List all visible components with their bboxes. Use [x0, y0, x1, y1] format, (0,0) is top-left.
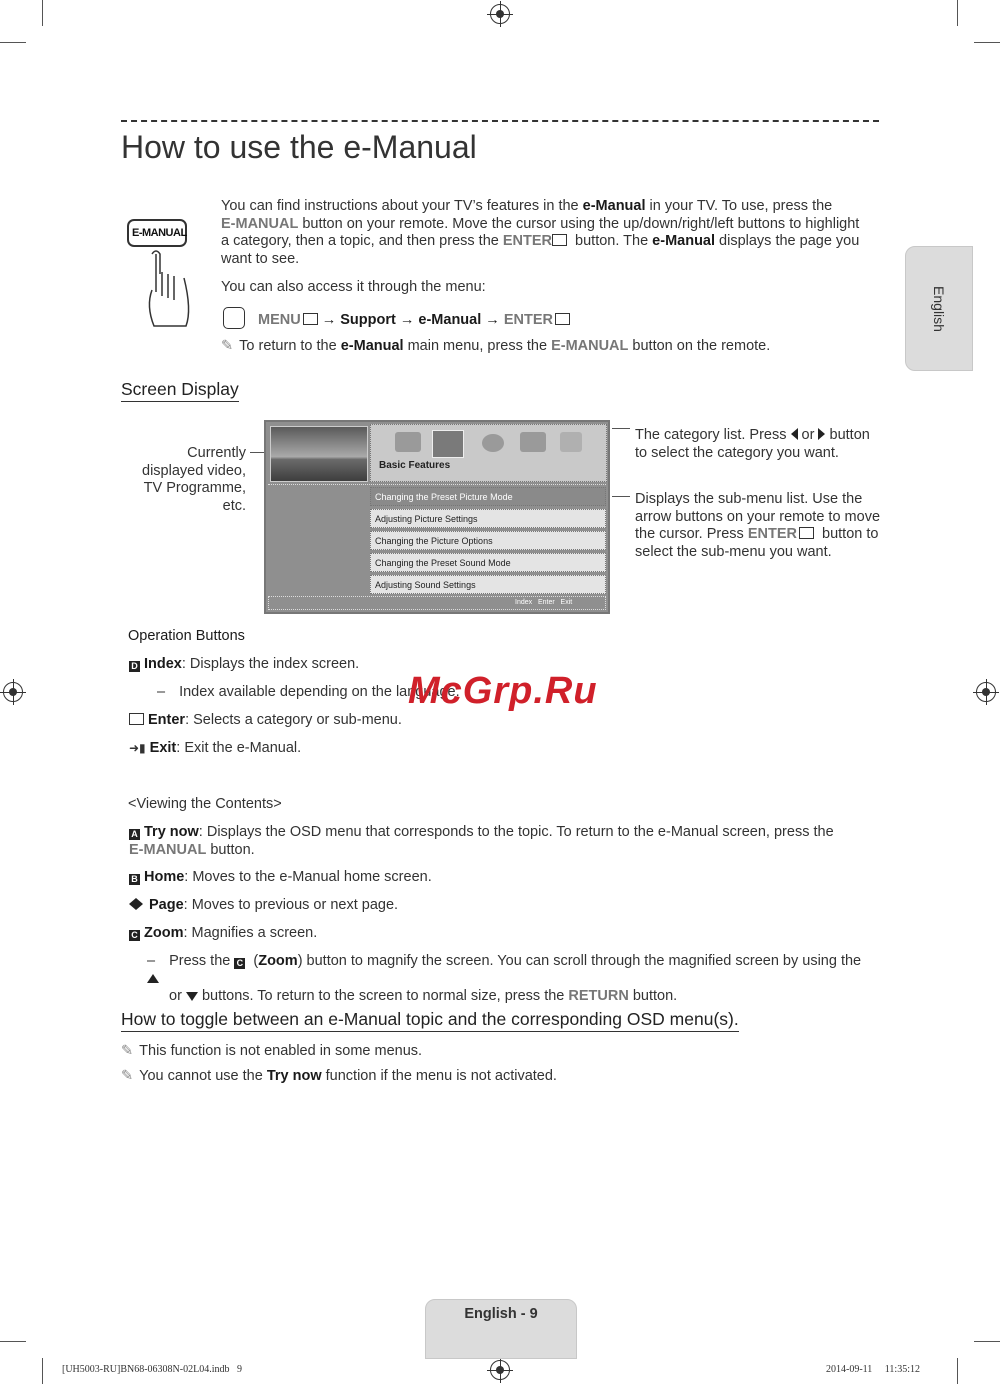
category-icon-support [520, 432, 546, 452]
imprint-right: 2014-09-11 11:35:12 [826, 1364, 920, 1375]
toggle-note-2: ✎ You cannot use the Try now function if the menu is not activated. [121, 1068, 557, 1084]
right-arrow-icon [136, 898, 143, 910]
registration-mark-icon [490, 4, 510, 24]
e-manual-remote-button-icon [124, 214, 194, 334]
left-caption: Currently displayed video, TV Programme, etc. [142, 445, 246, 514]
registration-mark-icon [490, 1360, 510, 1380]
footer-page-tab [425, 1299, 577, 1359]
enter-icon [799, 527, 814, 539]
note-pencil-icon: ✎ [121, 1043, 134, 1059]
down-arrow-icon [186, 992, 198, 1001]
viewing-heading: <Viewing the Contents> [128, 796, 282, 812]
menu-grid-icon [303, 313, 318, 325]
menu-path: MENU → Support → e-Manual → ENTER [258, 312, 574, 330]
view-zoom-sub: – Press the C (Zoom) button to magnify the screen. You can scroll through the magnified screen by using the or buttons. To return to the screen to normal size, press the RETURN button. [147, 953, 862, 1004]
crop-mark [974, 42, 1000, 43]
imprint-left: [UH5003-RU]BN68-06308N-02L04.indb 9 [62, 1364, 242, 1375]
left-arrow-icon [791, 428, 798, 440]
screen-divider [268, 484, 606, 485]
registration-mark-icon [976, 682, 996, 702]
category-icon-picture [395, 432, 421, 452]
crop-mark [957, 1358, 958, 1384]
e-manual-button-label: E-MANUAL [132, 227, 187, 239]
intro-paragraph-2: You can also access it through the menu: [221, 279, 486, 295]
submenu-item[interactable]: Adjusting Sound Settings [370, 575, 606, 594]
submenu-item[interactable]: Changing the Preset Sound Mode [370, 553, 606, 572]
side-tab-label: English [931, 286, 947, 332]
submenu-item[interactable]: Changing the Preset Picture Mode [370, 487, 606, 506]
home-b-icon: B [129, 874, 140, 885]
view-try-now: A Try now: Displays the OSD menu that corresponds to the topic. To return to the e-Manual screen, press the E-MANUAL button. [129, 824, 834, 858]
operation-heading: Operation Buttons [128, 628, 245, 644]
try-now-a-icon: A [129, 829, 140, 840]
crop-mark [0, 1341, 26, 1342]
view-page: Page: Moves to previous or next page. [129, 897, 398, 915]
op-index: D Index: Displays the index screen. [129, 656, 359, 674]
op-enter: Enter: Selects a category or sub-menu. [129, 712, 402, 730]
side-language-tab [905, 246, 973, 371]
crop-mark [42, 1358, 43, 1384]
toggle-note-1: ✎ This function is not enabled in some menus. [121, 1043, 423, 1059]
zoom-c-icon: C [129, 930, 140, 941]
category-caption: The category list. Press or button to select the category you want. [635, 427, 870, 461]
intro-paragraph: You can find instructions about your TV’s features in the e-Manual in your TV. To use, press the E-MANUAL button on your remote. Move the cursor using the up/down/right/left buttons to highlight a category, then a topic, and then press the ENTER button. The e-Manual displays the page you want to see. [221, 198, 860, 267]
submenu-item[interactable]: Changing the Picture Options [370, 531, 606, 550]
note-pencil-icon: ✎ [221, 338, 234, 354]
screen-display-heading: Screen Display [121, 379, 239, 402]
up-arrow-icon [147, 974, 159, 983]
submenu-item[interactable]: Adjusting Picture Settings [370, 509, 606, 528]
enter-icon [129, 713, 144, 725]
video-preview [270, 426, 368, 482]
category-icon-setup [482, 434, 504, 452]
toggle-heading: How to toggle between an e-Manual topic and the corresponding OSD menu(s). [121, 1009, 739, 1032]
submenu-caption: Displays the sub-menu list. Use the arrow buttons on your remote to move the cursor. Press ENTER button to select the sub-menu you want. [635, 491, 881, 560]
leader-line [612, 428, 630, 429]
enter-icon [555, 313, 570, 325]
watermark: McGrp.Ru [408, 670, 598, 712]
exit-icon: ➜▮ [129, 741, 146, 755]
op-exit: ➜▮ Exit: Exit the e-Manual. [129, 740, 302, 756]
op-index-sub: – Index available depending on the language. [157, 684, 460, 700]
category-title: Basic Features [379, 460, 451, 471]
crop-mark [957, 0, 958, 26]
page-title: How to use the e-Manual [121, 129, 477, 165]
crop-mark [42, 0, 43, 26]
title-rule [121, 120, 879, 122]
page-number: English - 9 [464, 1306, 538, 1322]
view-zoom: C Zoom: Magnifies a screen. [129, 925, 317, 943]
left-arrow-icon [129, 898, 136, 910]
note-pencil-icon: ✎ [121, 1068, 134, 1084]
leader-line [612, 496, 630, 497]
category-icon-more [560, 432, 582, 452]
zoom-c-icon: C [234, 958, 245, 969]
index-d-icon: D [129, 661, 140, 672]
screen-bottom-bar-labels: Index Enter Exit [515, 599, 573, 606]
registration-mark-icon [3, 682, 23, 702]
category-icon-sound [432, 430, 464, 458]
enter-icon [552, 234, 567, 246]
crop-mark [0, 42, 26, 43]
note-return: ✎ To return to the e-Manual main menu, press the E-MANUAL button on the remote. [221, 338, 771, 354]
view-home: B Home: Moves to the e-Manual home screen. [129, 869, 432, 887]
menu-hand-icon [223, 307, 245, 329]
crop-mark [974, 1341, 1000, 1342]
